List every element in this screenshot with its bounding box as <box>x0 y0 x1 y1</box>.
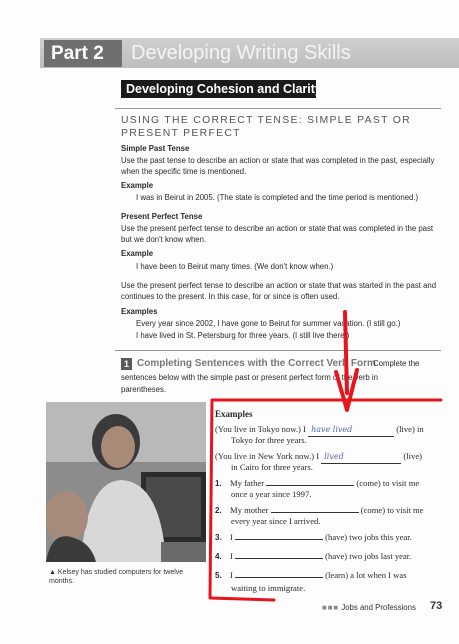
simple-past-heading: Simple Past Tense <box>121 144 190 153</box>
ex1-blank <box>308 424 394 437</box>
simple-past-example-label: Example <box>121 181 154 190</box>
present-perfect-heading: Present Perfect Tense <box>121 212 203 221</box>
item-number: 5. <box>215 571 222 580</box>
activity-number: 1 <box>121 358 132 370</box>
divider <box>115 108 441 109</box>
exercise-item-1 <box>215 478 419 490</box>
item-number: 1. <box>215 479 222 488</box>
exercise-item-4 <box>215 551 411 563</box>
photo-caption <box>49 568 207 586</box>
triangle-icon: ▲ <box>49 569 56 576</box>
item-number: 4. <box>215 552 222 561</box>
ex2-text: (You live in New York now.) I <box>215 451 320 461</box>
present-perfect-example3: I have lived in St. Petersburg for three years. (I still live there.) <box>136 331 350 340</box>
item-text: I <box>229 532 233 542</box>
subhead: USING THE CORRECT TENSE: SIMPLE PAST OR PRESENT PERFECT <box>121 115 411 139</box>
part-title: Developing Writing Skills <box>131 42 351 64</box>
item-1-continued: once a year since 1997. <box>231 489 312 499</box>
footer-chapter: Jobs and Professions <box>341 603 416 612</box>
activity-instruction-line3: parentheses. <box>121 385 167 394</box>
item-text: I <box>229 551 233 561</box>
exercise-item-3 <box>215 532 412 544</box>
present-perfect-examples-label: Examples <box>121 307 158 316</box>
footer <box>322 603 416 612</box>
item-verb: (come) to visit me <box>356 478 420 488</box>
ex1-continued: Tokyo for three years. <box>231 435 307 445</box>
answer-blank[interactable] <box>235 539 323 540</box>
item-text: My mother <box>229 505 269 515</box>
present-perfect-example2: Every year since 2002, I have gone to Beirut for summer vacation. (I still go.) <box>136 319 401 328</box>
activity-title: Completing Sentences with the Correct Verb Form <box>137 358 376 369</box>
answer-blank[interactable] <box>235 577 323 578</box>
item-verb: (learn) a lot when I was <box>325 570 407 580</box>
photo <box>46 402 206 562</box>
present-perfect-example-label: Example <box>121 249 154 258</box>
item-verb: (come) to visit me <box>360 505 424 515</box>
present-perfect-example: I have been to Beirut many times. (We don't know when.) <box>136 262 334 271</box>
exercise-item-5 <box>215 570 407 582</box>
ex1-text: (You live in Tokyo now.) I <box>215 424 306 434</box>
exercise-examples-label: Examples <box>215 409 253 419</box>
ex1-answer: have lived <box>311 425 353 434</box>
item-text: My father <box>229 478 265 488</box>
ex2-continued: in Cairo for three years. <box>231 462 313 472</box>
simple-past-body: Use the past tense to describe an action or state that was completed in the past, especially when the specific time is mentioned. <box>121 156 435 177</box>
activity-instruction-start: Complete the <box>373 359 420 368</box>
present-perfect-body: Use the present perfect tense to describe an action or state that was completed in the past but we don't know when. <box>121 224 434 245</box>
present-perfect-body2: Use the present perfect tense to describe an action or state that was started in the past and continues to the present. In this case, for or since is often used. <box>121 281 437 302</box>
answer-blank[interactable] <box>266 485 354 486</box>
page-number: 73 <box>430 600 443 612</box>
photo-caption-text: Kelsey has studied computers for twelve months. <box>49 569 184 585</box>
part-label: Part 2 <box>44 40 122 67</box>
ex2-answer: lived <box>324 452 344 461</box>
item-text: I <box>229 570 233 580</box>
item-number: 2. <box>215 506 222 515</box>
footer-marker-icon: ■■■ <box>322 603 340 612</box>
ex1-verb: (live) in <box>396 424 424 434</box>
exercise-item-2 <box>215 505 424 517</box>
item-5-continued: waiting to immigrate. <box>231 583 306 593</box>
item-number: 3. <box>215 533 222 542</box>
activity-instruction-line2: sentences below with the simple past or present perfect form of the verb in <box>121 373 378 382</box>
simple-past-example: I was in Beirut in 2005. (The state is completed and the time period is mentioned.) <box>136 193 419 202</box>
section-title: Developing Cohesion and Clarity <box>121 80 316 98</box>
answer-blank[interactable] <box>235 558 323 559</box>
item-verb: (have) two jobs last year. <box>325 551 412 561</box>
item-2-continued: every year since I arrived. <box>231 516 321 526</box>
ex2-blank <box>321 451 401 464</box>
item-verb: (have) two jobs this year. <box>325 532 412 542</box>
answer-blank[interactable] <box>271 512 359 513</box>
ex2-verb: (live) <box>403 451 423 461</box>
people-at-computer-image <box>46 402 206 562</box>
divider <box>115 350 441 351</box>
